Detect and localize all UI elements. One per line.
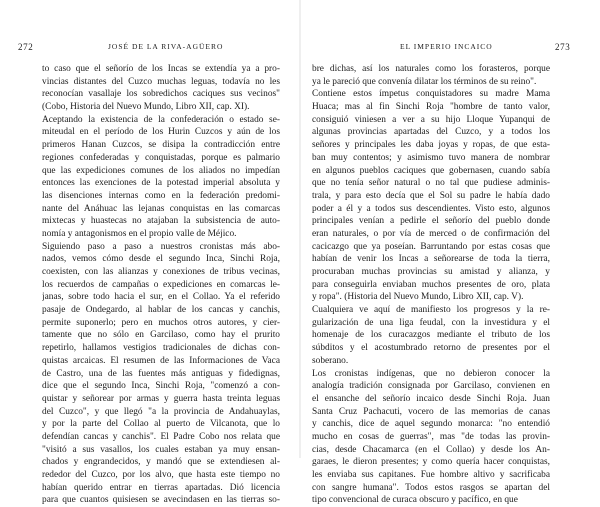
text-line: señores y principales les daba joyas y ropas, de que esta- — [312, 140, 550, 151]
text-line: ya le pareció que convenía dilatar los términos de su reino". — [312, 76, 537, 87]
text-line: los recuerdos de campañas o expediciones en comarcas le- — [42, 279, 280, 290]
text-line: Aceptando la existencia de la confederación o estado se- — [42, 114, 280, 125]
text-line: (Cobo, Historia del Nuevo Mundo, Libro XII, cap. XI). — [42, 102, 250, 113]
text-line: de Castro, una de las fuentes más antiguas y fidedignas, — [42, 368, 280, 379]
text-line: Los cronistas indígenas, que no debieron conocer la — [312, 368, 550, 379]
text-line: cias, desde Chacamarca (en el Collao) y desde los An- — [312, 444, 550, 455]
text-line: Siguiendo paso a paso a nuestros cronistas más abo- — [42, 241, 280, 252]
text-line: regiones confederadas y conquistadas, porque es palmario — [42, 152, 280, 163]
text-line: pasaje de Ondegardo, al hablar de los cancas y canchis, — [42, 305, 280, 316]
text-line: coexisten, con las alianzas y conexiones de tribus vecinas, — [42, 267, 280, 277]
running-head-left: JOSÉ DE LA RIVA-AGÜERO — [108, 42, 224, 51]
text-line: con sangre humana". Todos estos rasgos se apartan del — [312, 482, 550, 493]
text-line: nomía y antagonismos en el propio valle de Méjico. — [42, 228, 237, 239]
text-line: trala, y para esto decía que el Sol su padre le había dado — [312, 190, 550, 201]
text-line: miteudal en el período de los Hurin Cuzcos y aún de los — [42, 127, 280, 138]
text-line: garaes, le dieron presentes; y como quería hacer conquistas, — [312, 457, 550, 468]
text-line: Cualquiera ve aquí de manifiesto los progresos y la re- — [312, 305, 550, 316]
text-line: Contiene estos ímpetus conquistadores su madre Mama — [312, 89, 550, 100]
page-number-right: 273 — [555, 42, 571, 52]
text-line: les enviaba sus capitanes. Fue hombre altivo y sacrificaba — [312, 470, 550, 480]
right-page — [300, 0, 600, 506]
text-line: repetirlo, hallamos vestigios tradicionales de dichas con- — [42, 343, 280, 354]
text-line: eran naturales, o por vía de merced o de confirmación del — [312, 228, 550, 239]
text-line: del Cuzco", y que llegó "a la provincia de Andahuaylas, — [42, 406, 280, 417]
running-head-right: EL IMPERIO INCAICO — [400, 42, 493, 51]
page-number-left: 272 — [18, 42, 34, 52]
text-line: habían querido entrar en tierras apartadas. Dió licencia — [42, 482, 280, 493]
text-line: homenaje de los curacazgos mediante el tributo de los — [312, 330, 550, 341]
text-line: ban muy contentos; y asimismo tuvo manera de nombrar — [312, 152, 550, 163]
text-line: defendían cancas y canchis". El Padre Cobo nos relata que — [42, 431, 280, 442]
text-line: para que cuantos quisiesen se avecindasen en las tierras so- — [42, 495, 280, 506]
text-line: quistar y señorear por armas y guerra hasta treinta leguas — [42, 393, 280, 404]
text-line: nados, vemos cómo desde el segundo Inca, Sinchi Roja, — [42, 254, 280, 265]
text-line: poder a él y a todos sus descendientes. Visto esto, algunos — [312, 203, 550, 214]
text-line: primeros Hanan Cuzcos, se disipa la contradicción entre — [42, 140, 280, 151]
text-line: Huaca; mas al fin Sinchi Roja "hombre de tanto valor, — [312, 102, 550, 113]
text-line: reconocían vasallaje los sobredichos caciques sus vecinos" — [42, 89, 280, 100]
text-line: entonces las exenciones de la potestad imperial absoluta y — [42, 178, 280, 189]
text-line: bre dichas, así los naturales como los forasteros, porque — [312, 64, 550, 74]
text-line: gularización de una liga feudal, con la investidura y el — [312, 317, 550, 328]
text-line: tamente que no sólo en Garcilaso, como hay el prurito — [42, 330, 280, 341]
text-line: súbditos y el acostumbrado retorno de presentes por el — [312, 343, 550, 354]
text-line: las disenciones internas como en la federación predomi- — [42, 190, 280, 201]
text-line: nante del Anáhuac las lejanas conquistas en las comarcas — [42, 203, 280, 214]
text-line: chados y engrandecidos, y mandó que se extendiesen al- — [42, 457, 280, 468]
text-line: janas, sobre todo hacia el sur, en el Collao. Ya el referido — [42, 292, 280, 303]
text-line: permite suponerlo; pero en muchos otros autores, y cier- — [42, 317, 280, 328]
text-line: rededor del Cuzco, por los alvo, que hasta este tiempo no — [42, 470, 280, 480]
text-line: y ropa". (Historia del Nuevo Mundo, Libro XII, cap. V). — [312, 292, 524, 303]
right-page-text — [312, 63, 550, 507]
left-page-text — [42, 63, 280, 507]
text-line: que las expediciones comunes de los aliados no impedían — [42, 165, 280, 176]
text-line: procuraban muchas provincias su amistad y alianza, y — [312, 267, 550, 277]
text-line: en algunos pueblos caciques que gobernasen, cuando sabía — [312, 165, 550, 176]
left-page — [0, 0, 300, 506]
text-line: el ensanche del señorío incaico desde Sinchi Roja. Juan — [312, 393, 550, 404]
text-line: mucho en cosas de guerras", mas "de todas las provin- — [312, 431, 550, 442]
text-line: tipo convencional de curaca obscuro y pacífico, en que — [312, 495, 518, 506]
text-line: y canchis, dice de aquel segundo monarca: "no entendió — [312, 419, 550, 430]
text-line: para conseguirla enviaban muchos presentes de oro, plata — [312, 279, 550, 290]
text-line: vincias distantes del Cuzco muchas leguas, todavía no les — [42, 76, 280, 87]
text-line: analogía tradición consignada por Garcilaso, convienen en — [312, 381, 550, 392]
text-line: "visitó a sus vasallos, los cuales estaban ya muy ensan- — [42, 444, 280, 455]
text-line: y por la parte del Collao al puerto de Vilcanota, que lo — [42, 419, 280, 430]
text-line: mixtecas y huastecas no atajaban la subsistencia de auto- — [42, 216, 280, 227]
text-line: habían de venir los Incas a señorearse de toda la tierra, — [312, 254, 550, 265]
text-line: soberano. — [312, 355, 349, 366]
text-line: dice que el segundo Inca, Sinchi Roja, "comenzó a con- — [42, 381, 280, 392]
text-line: quistas arcaicas. El resumen de las Informaciones de Vaca — [42, 355, 280, 366]
text-line: que no tenía señor natural o no tal que pudiese adminis- — [312, 178, 550, 189]
text-line: algunas provincias apartadas del Cuzco, y a todos los — [312, 127, 550, 138]
text-line: Santa Cruz Pachacuti, vocero de las memorias de canas — [312, 406, 550, 417]
text-line: cacicazgo que ya poseían. Barruntando por estas cosas que — [312, 241, 550, 252]
text-line: consiguió viniesen a ver a su hijo Lloque Yupanqui de — [312, 114, 550, 125]
text-line: to caso que el señorío de los Incas se extendía ya a pro- — [42, 64, 280, 74]
text-line: principales venían a pedirle el señorío del pueblo donde — [312, 216, 550, 227]
